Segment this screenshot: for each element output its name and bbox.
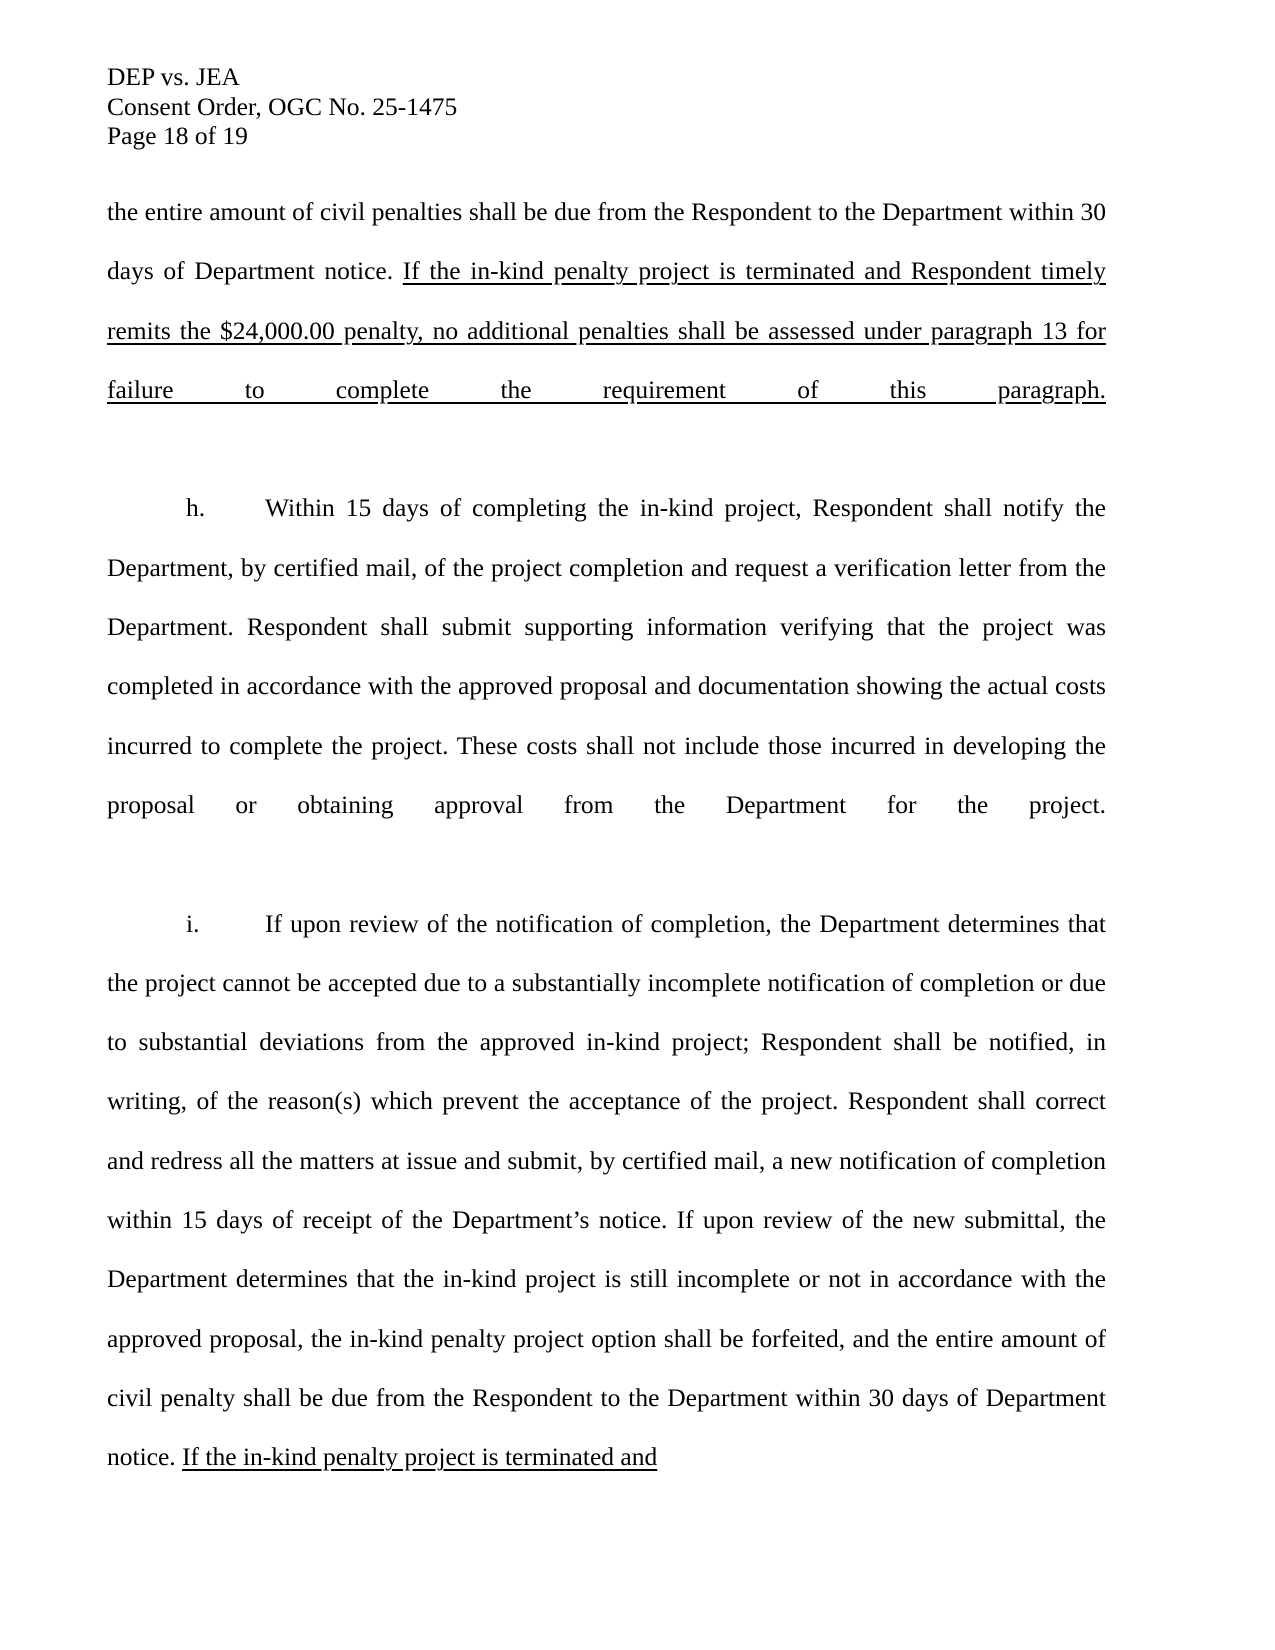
header-order-number: Consent Order, OGC No. 25-1475	[107, 91, 458, 121]
header-case-caption: DEP vs. JEA	[107, 62, 240, 91]
paragraph-h-marker: h.	[186, 493, 206, 523]
paragraph-continuation-g	[107, 182, 1106, 478]
paragraph-g-plain-text: the entire amount of civil penalties shall be due from the Respondent to the Department within 30 days of Department notice.	[107, 197, 1106, 286]
document-body	[107, 182, 1106, 1487]
paragraph-g-underlined-text: If the in-kind penalty project is terminated and Respondent timely remits the $24,000.00 penalty, no additional penalties shall be assessed under paragraph 13 for failure to complete the requirement of this paragraph.	[107, 256, 1106, 404]
paragraph-i-underlined-text: If the in-kind penalty project is terminated and	[182, 1442, 658, 1472]
paragraph-i-plain-text: If upon review of the notification of completion, the Department determines that the project cannot be accepted due to a substantially incomplete notification of completion or due to substantial deviations from the approved in-kind project; Respondent shall be notified, in writing, of the reason(s) which prevent the acceptance of the project. Respondent shall correct and redress all the matters at issue and submit, by certified mail, a new notification of completion within 15 days of receipt of the Department’s notice. If upon review of the new submittal, the Department determines that the in-kind project is still incomplete or not in accordance with the approved proposal, the in-kind penalty project option shall be forfeited, and the entire amount of civil penalty shall be due from the Respondent to the Department within 30 days of Department notice.	[107, 908, 1106, 1472]
paragraph-h-text: Within 15 days of completing the in-kind project, Respondent shall notify the Department, by certified mail, of the project completion and request a verification letter from the Department. Respondent shall submit supporting information verifying that the project was completed in accordance with the approved proposal and documentation showing the actual costs incurred to complete the project. These costs shall not include those incurred in developing the proposal or obtaining approval from the Department for the project.	[107, 493, 1106, 819]
header-page-number: Page 18 of 19	[107, 121, 248, 150]
page-header-block	[107, 62, 1107, 151]
paragraph-item-i	[107, 894, 1106, 1487]
paragraph-i-marker: i.	[186, 908, 200, 938]
paragraph-item-h	[107, 478, 1106, 893]
